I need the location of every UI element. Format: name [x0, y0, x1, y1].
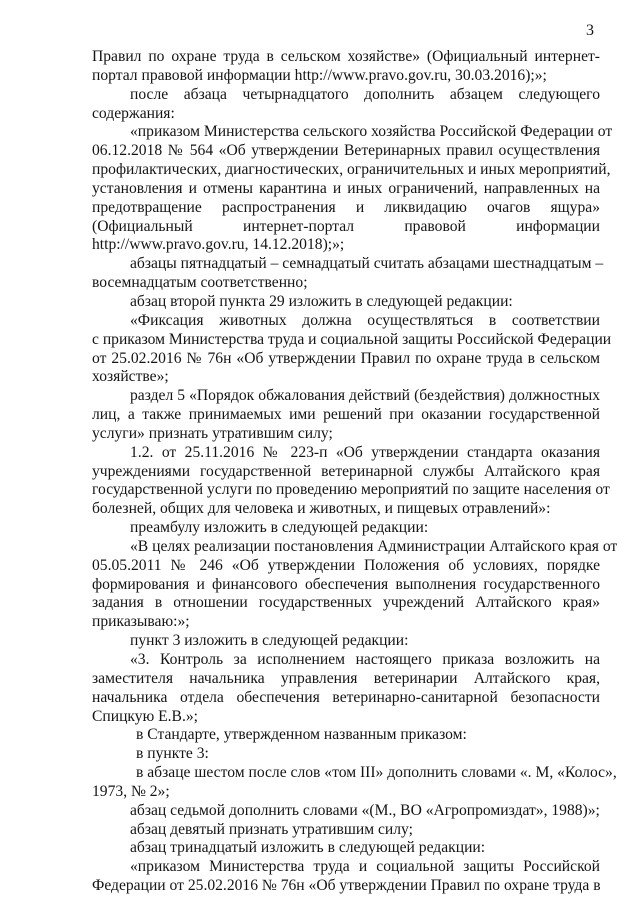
text-line: 05.05.2011 № 246 «Об утверждении Положения об условиях, порядке — [92, 556, 600, 574]
text-line: услуги» признать утратившим силу; — [92, 424, 333, 442]
text-line: пункт 3 изложить в следующей редакции: — [130, 632, 409, 650]
text-line: Федерации от 25.02.2016 № 76н «Об утверждении Правил по охране труда в — [92, 877, 601, 895]
text-line: в пункте 3: — [136, 745, 209, 763]
text-line: в абзаце шестом после слов «том III» дополнить словами «. М, «Колос», — [136, 764, 617, 782]
text-line: Правил по охране труда в сельском хозяйстве» (Официальный интернет- — [92, 48, 600, 65]
text-line: профилактических, диагностических, ограничительных и иных мероприятий, — [92, 161, 611, 179]
document-body — [92, 48, 618, 896]
text-line: (Официальный интернет-портал правовой информации — [92, 217, 600, 235]
text-line: формирования и финансового обеспечения выполнения государственного — [92, 575, 600, 593]
text-line: начальника отдела обеспечения ветеринарно-санитарной безопасности — [92, 688, 600, 706]
page-number: 3 — [586, 22, 594, 39]
text-line: в Стандарте, утвержденном названным приказом: — [136, 726, 467, 744]
text-line: приказываю:»; — [92, 613, 190, 631]
text-line: «приказом Министерства сельского хозяйства Российской Федерации от — [130, 123, 613, 141]
text-line: абзац девятый признать утратившим силу; — [130, 820, 413, 838]
text-line: восемнадцатым соответственно; — [92, 274, 308, 292]
text-line: «3. Контроль за исполнением настоящего приказа возложить на — [130, 651, 600, 668]
text-line: «приказом Министерства труда и социальной защиты Российской — [130, 858, 600, 876]
text-line: 1.2. от 25.11.2016 № 223-п «Об утверждении стандарта оказания — [130, 443, 600, 461]
text-line: болезней, общих для человека и животных, и пищевых отравлений»: — [92, 500, 551, 518]
text-line: после абзаца четырнадцатого дополнить абзацем следующего — [130, 85, 600, 103]
text-line: http://www.pravo.gov.ru, 14.12.2018);»; — [92, 236, 345, 254]
text-line: портал правовой информации http://www.pravo.gov.ru, 30.03.2016);»; — [92, 66, 547, 84]
text-line: «Фиксация животных должна осуществляться в соответствии — [130, 311, 600, 329]
text-line: с приказом Министерства труда и социальной защиты Российской Федерации — [92, 330, 612, 348]
text-line: абзац второй пункта 29 изложить в следующей редакции: — [130, 292, 513, 310]
text-line: абзац тринадцатый изложить в следующей редакции: — [130, 839, 486, 857]
text-line: государственной услуги по проведению мероприятий по защите населения от — [92, 481, 610, 499]
text-line: предотвращение распространения и ликвидацию очагов ящура» — [92, 198, 600, 216]
text-line: заместителя начальника управления ветеринарии Алтайского края, — [92, 669, 600, 687]
text-line: учреждениями государственной ветеринарной службы Алтайского края — [92, 462, 600, 480]
text-line: содержания: — [92, 104, 175, 122]
text-line: абзац седьмой дополнить словами «(М., ВО «Агропромиздат», 1988)»; — [130, 801, 600, 819]
text-line: абзацы пятнадцатый – семнадцатый считать абзацами шестнадцатым – — [130, 255, 604, 273]
text-line: хозяйстве»; — [92, 368, 169, 386]
text-line: Спицкую Е.В.»; — [92, 707, 198, 725]
text-line: «В целях реализации постановления Администрации Алтайского края от — [130, 537, 618, 555]
text-line: преамбулу изложить в следующей редакции: — [130, 519, 429, 537]
text-line: задания в отношении государственных учреждений Алтайского края» — [92, 594, 600, 612]
text-line: раздел 5 «Порядок обжалования действий (бездействия) должностных — [130, 387, 600, 405]
text-line: лиц, а также принимаемых ими решений при оказании государственной — [92, 406, 600, 424]
text-line: установления и отмены карантина и иных ограничений, направленных на — [92, 179, 600, 197]
text-line: 06.12.2018 № 564 «Об утверждении Ветеринарных правил осуществления — [92, 142, 600, 160]
text-line: 1973, № 2»; — [92, 782, 170, 800]
text-line: от 25.02.2016 № 76н «Об утверждении Правил по охране труда в сельском — [92, 349, 600, 367]
